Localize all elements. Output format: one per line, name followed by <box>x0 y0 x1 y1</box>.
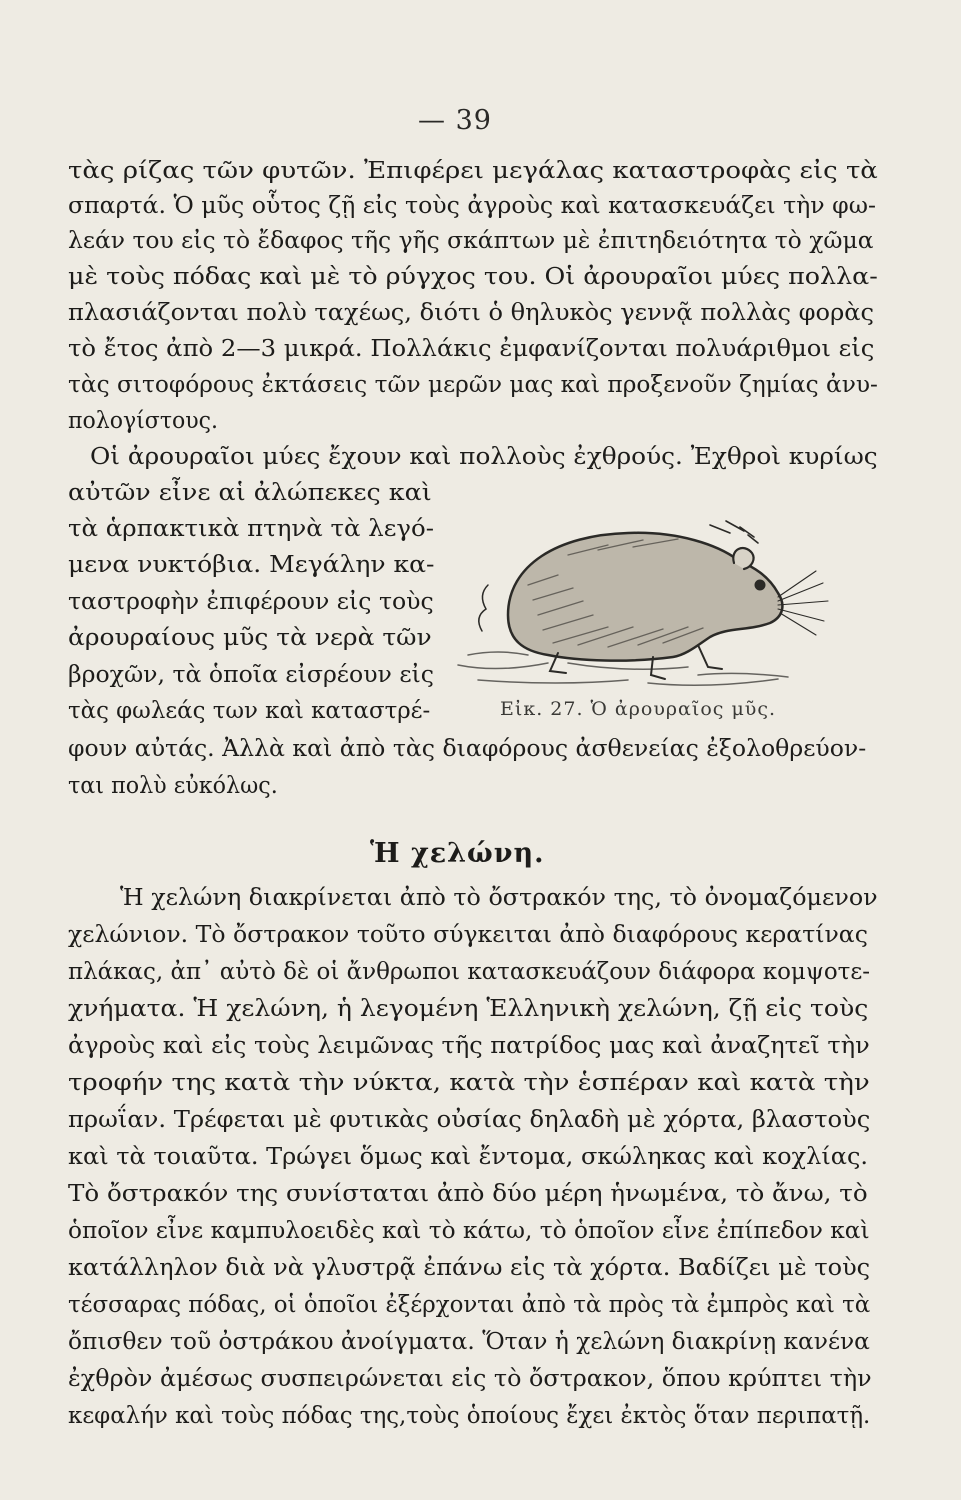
text-line: ταστροφὴν ἐπιφέρουν εἰς τοὺς <box>68 587 434 615</box>
text-line: πλάκας, ἀπ᾽ αὐτὸ δὲ οἱ ἄνθρωποι κατασκευάζουν διάφορα κομψοτε- <box>68 957 870 985</box>
text-line: τέσσαρας πόδας, οἱ ὁποῖοι ἐξέρχονται ἀπὸ τὰ πρὸς τὰ ἐμπρὸς καὶ τὰ <box>68 1290 871 1318</box>
text-line: λεάν του εἰς τὸ ἔδαφος τῆς γῆς σκάπτων μὲ ἐπιτηδειότητα τὸ χῶμα <box>68 226 874 254</box>
text-line: ἀρουραίους μῦς τὰ νερὰ τῶν <box>68 623 432 651</box>
text-line: κατάλληλον διὰ νὰ γλυστρᾷ ἐπάνω εἰς τὰ χόρτα. Βαδίζει μὲ τοὺς <box>68 1253 871 1281</box>
text-line: τροφήν της κατὰ τὴν νύκτα, κατὰ τὴν ἑσπέραν καὶ κατὰ τὴν <box>68 1068 870 1096</box>
text-line: τὰς σιτοφόρους ἐκτάσεις τῶν μερῶν μας καὶ προξενοῦν ζημίας ἀνυ- <box>68 370 878 398</box>
text-line: μὲ τοὺς πόδας καὶ μὲ τὸ ρύγχος του. Οἱ ἀρουραῖοι μύες πολλα- <box>68 262 878 290</box>
field-mouse-icon <box>448 505 840 705</box>
text-line: τὸ ἔτος ἀπὸ 2—3 μικρά. Πολλάκις ἐμφανίζονται πολυάριθμοι εἰς <box>68 334 875 362</box>
text-line: ται πολὺ εὐκόλως. <box>68 771 278 799</box>
text-line: τὰ ἁρπακτικὰ πτηνὰ τὰ λεγό- <box>68 514 434 542</box>
text-line: πολογίστους. <box>68 406 219 434</box>
text-line: κεφαλήν καὶ τοὺς πόδας της,τοὺς ὁποίους ἔχει ἐκτὸς ὅταν περιπατῇ. <box>68 1401 871 1429</box>
figure-caption: Εἰκ. 27. Ὁ ἀρουραῖος μῦς. <box>500 698 777 720</box>
text-line: βροχῶν, τὰ ὁποῖα εἰσρέουν εἰς <box>68 660 434 688</box>
text-line: τὰς φωλεάς των καὶ καταστρέ- <box>68 696 431 724</box>
text-line: φουν αὐτάς. Ἀλλὰ καὶ ἀπὸ τὰς διαφόρους ἀσθενείας ἐξολοθρεύον- <box>68 734 867 762</box>
text-line: ὄπισθεν τοῦ ὀστράκου ἀνοίγματα. Ὅταν ἡ χελώνη διακρίνῃ κανένα <box>68 1327 870 1355</box>
text-line: ὁποῖον εἶνε καμπυλοειδὲς καὶ τὸ κάτω, τὸ ὁποῖον εἶνε ἐπίπεδον καὶ <box>68 1216 870 1244</box>
text-line: ἀγροὺς καὶ εἰς τοὺς λειμῶνας τῆς πατρίδος μας καὶ ἀναζητεῖ τὴν <box>68 1031 870 1059</box>
text-line: χνήματα. Ἡ χελώνη, ἡ λεγομένη Ἑλληνικὴ χελώνη, ζῇ εἰς τοὺς <box>68 994 869 1022</box>
text-line: Τὸ ὄστρακόν της συνίσταται ἀπὸ δύο μέρη ἡνωμένα, τὸ ἄνω, τὸ <box>68 1179 868 1207</box>
text-line: μενα νυκτόβια. Μεγάλην κα- <box>68 550 435 578</box>
text-line: καὶ τὰ τοιαῦτα. Τρώγει ὅμως καὶ ἔντομα, σκώληκας καὶ κοχλίας. <box>68 1142 869 1170</box>
text-line: αὐτῶν εἶνε αἱ ἀλώπεκες καὶ <box>68 478 432 506</box>
text-line: Ἡ χελώνη διακρίνεται ἀπὸ τὸ ὄστρακόν της, τὸ ὀνομαζόμενον <box>120 883 878 911</box>
text-line: χελώνιον. Τὸ ὄστρακον τοῦτο σύγκειται ἀπὸ διαφόρους κερατίνας <box>68 920 868 948</box>
text-line: πλασιάζονται πολὺ ταχέως, διότι ὁ θηλυκὸς γεννᾷ πολλὰς φορὰς <box>68 298 875 326</box>
page-number: — 39 <box>418 105 492 136</box>
figure-field-mouse <box>448 505 840 705</box>
section-heading: Ἡ χελώνη. <box>370 838 545 869</box>
text-line: σπαρτά. Ὁ μῦς οὗτος ζῇ εἰς τοὺς ἀγροὺς καὶ κατασκευάζει τὴν φω- <box>68 191 876 219</box>
text-line: ἐχθρὸν ἀμέσως συσπειρώνεται εἰς τὸ ὄστρακον, ὅπου κρύπτει τὴν <box>68 1364 872 1392</box>
text-line: Οἱ ἀρουραῖοι μύες ἔχουν καὶ πολλοὺς ἐχθρούς. Ἐχθροὶ κυρίως <box>90 442 878 470</box>
text-line: πρωΐαν. Τρέφεται μὲ φυτικὰς οὐσίας δηλαδὴ μὲ χόρτα, βλαστοὺς <box>68 1105 871 1133</box>
text-line: τὰς ρίζας τῶν φυτῶν. Ἐπιφέρει μεγάλας καταστροφὰς εἰς τὰ <box>68 156 878 184</box>
